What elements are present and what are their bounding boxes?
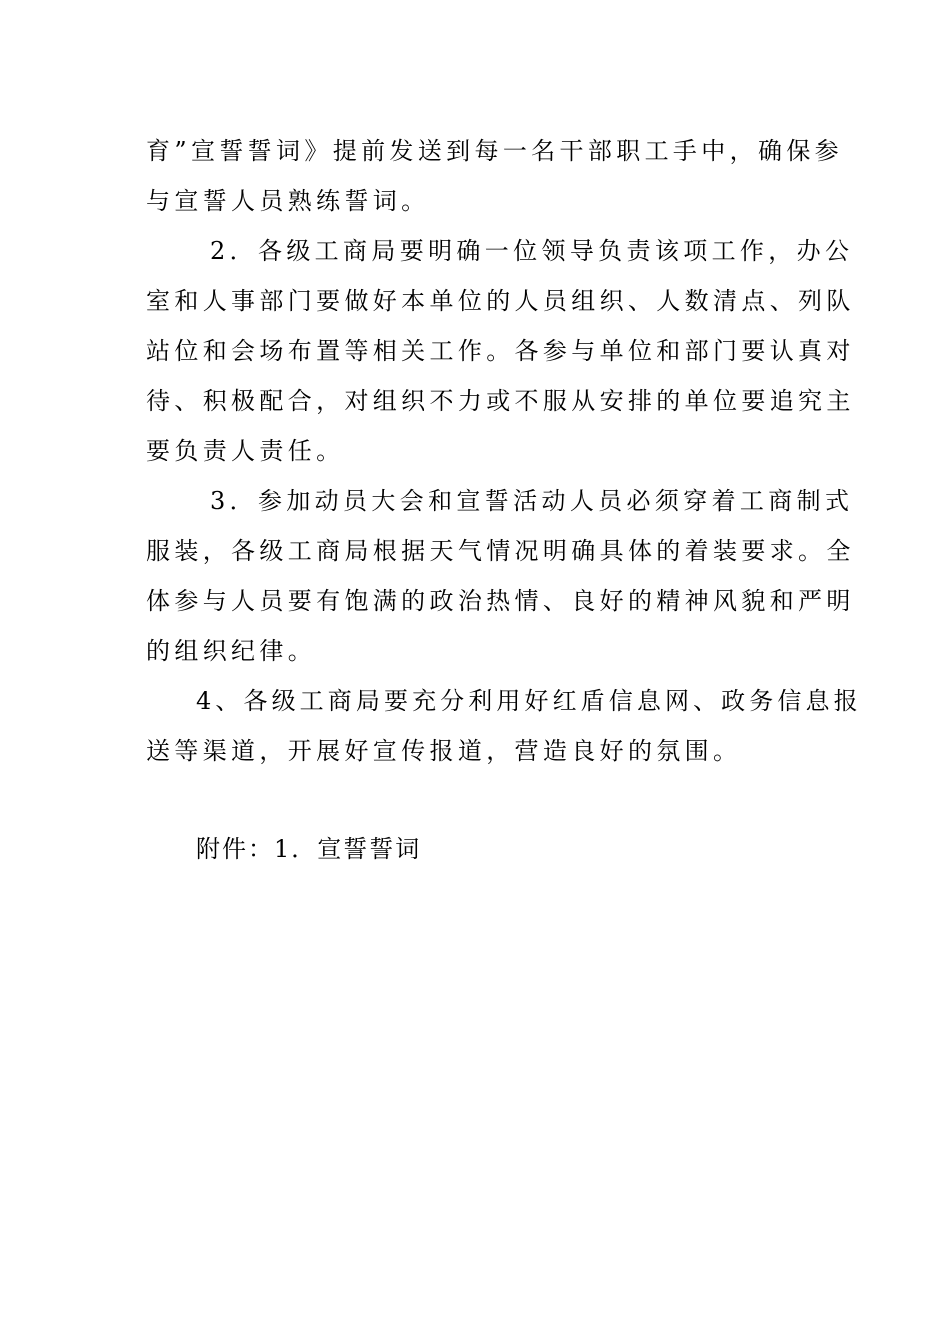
paragraph-3-first-line: 3．参加动员大会和宣誓活动人员必须穿着工商制式: [210, 487, 854, 515]
body-line: 送等渠道，开展好宣传报道，营造良好的氛围。: [146, 737, 742, 765]
body-line: 室和人事部门要做好本单位的人员组织、人数清点、列队: [146, 287, 855, 315]
paragraph-4-first-line: 4、各级工商局要充分利用好红盾信息网、政务信息报: [196, 687, 862, 715]
body-line: 的组织纪律。: [146, 637, 317, 665]
body-line: 体参与人员要有饱满的政治热情、良好的精神风貌和严明: [146, 587, 855, 615]
body-line: 育”宣誓誓词》提前发送到每一名干部职工手中，确保参: [146, 137, 844, 165]
paragraph-2-first-line: 2．各级工商局要明确一位领导负责该项工作，办公: [210, 237, 854, 265]
body-line: 与宣誓人员熟练誓词。: [146, 187, 430, 215]
body-line: 待、积极配合，对组织不力或不服从安排的单位要追究主: [146, 387, 855, 415]
body-line: 站位和会场布置等相关工作。各参与单位和部门要认真对: [146, 337, 855, 365]
attachment-line: 附件：1．宣誓誓词: [196, 835, 422, 863]
body-line: 要负责人责任。: [146, 437, 345, 465]
body-line: 服装，各级工商局根据天气情况明确具体的着装要求。全: [146, 537, 855, 565]
